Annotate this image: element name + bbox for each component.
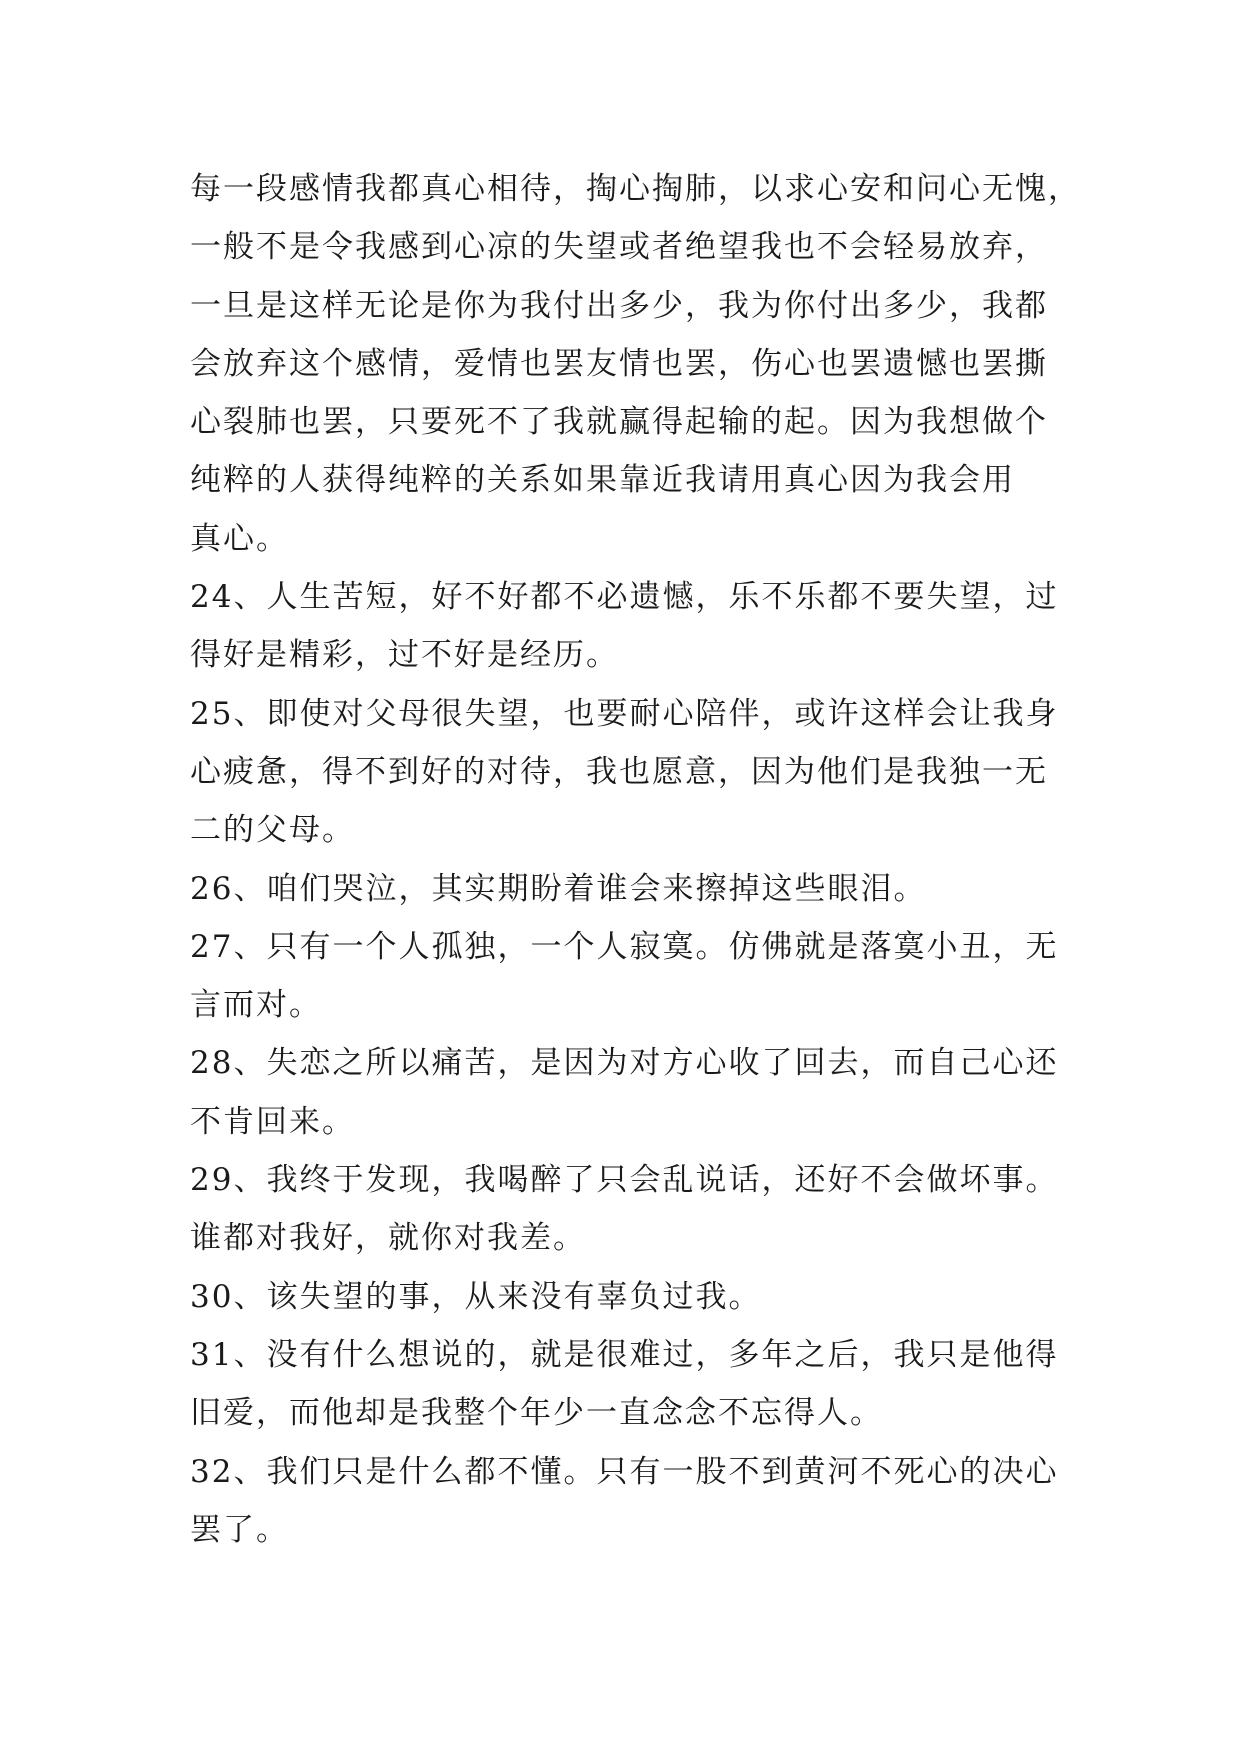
- text-line: 每一段感情我都真心相待，掏心掏肺，以求心安和问心无愧，: [190, 171, 1081, 207]
- text-line: 真心。: [190, 520, 289, 557]
- text-line: 旧爱，而他却是我整个年少一直念念不忘得人。: [190, 1395, 883, 1432]
- text-line: 言而对。: [190, 987, 322, 1024]
- text-line: 一旦是这样无论是你为我付出多少，我为你付出多少，我都: [190, 287, 1048, 324]
- text-line: 一般不是令我感到心凉的失望或者绝望我也不会轻易放弃，: [190, 229, 1048, 266]
- text-line: 谁都对我好，就你对我差。: [190, 1220, 586, 1257]
- text-line: 得好是精彩，过不好是经历。: [190, 637, 619, 674]
- text-line: 25、即使对父母很失望，也要耐心陪伴，或许这样会让我身: [190, 695, 1059, 732]
- document-body: [190, 160, 1081, 1559]
- text-line: 纯粹的人获得纯粹的关系如果靠近我请用真心因为我会用: [190, 462, 1015, 499]
- text-line: 32、我们只是什么都不懂。只有一股不到黄河不死心的决心: [190, 1453, 1059, 1490]
- text-line: 会放弃这个感情，爱情也罢友情也罢，伤心也罢遗憾也罢撕: [190, 345, 1048, 382]
- text-line: 心疲惫，得不到好的对待，我也愿意，因为他们是我独一无: [190, 753, 1048, 790]
- text-line: 二的父母。: [190, 812, 355, 849]
- text-line: 24、人生苦短，好不好都不必遗憾，乐不乐都不要失望，过: [190, 579, 1059, 616]
- text-line: 31、没有什么想说的，就是很难过，多年之后，我只是他得: [190, 1336, 1059, 1373]
- text-line: 不肯回来。: [190, 1103, 355, 1140]
- text-line: 罢了。: [190, 1511, 289, 1548]
- text-line: 27、只有一个人孤独，一个人寂寞。仿佛就是落寞小丑，无: [190, 928, 1059, 965]
- text-line: 29、我终于发现，我喝醉了只会乱说话，还好不会做坏事。: [190, 1162, 1059, 1199]
- text-line: 28、失恋之所以痛苦，是因为对方心收了回去，而自己心还: [190, 1045, 1059, 1082]
- text-line: 30、该失望的事，从来没有辜负过我。: [190, 1278, 762, 1315]
- text-line: 26、咱们哭泣，其实期盼着谁会来擦掉这些眼泪。: [190, 870, 927, 907]
- text-line: 心裂肺也罢，只要死不了我就赢得起输的起。因为我想做个: [190, 404, 1048, 441]
